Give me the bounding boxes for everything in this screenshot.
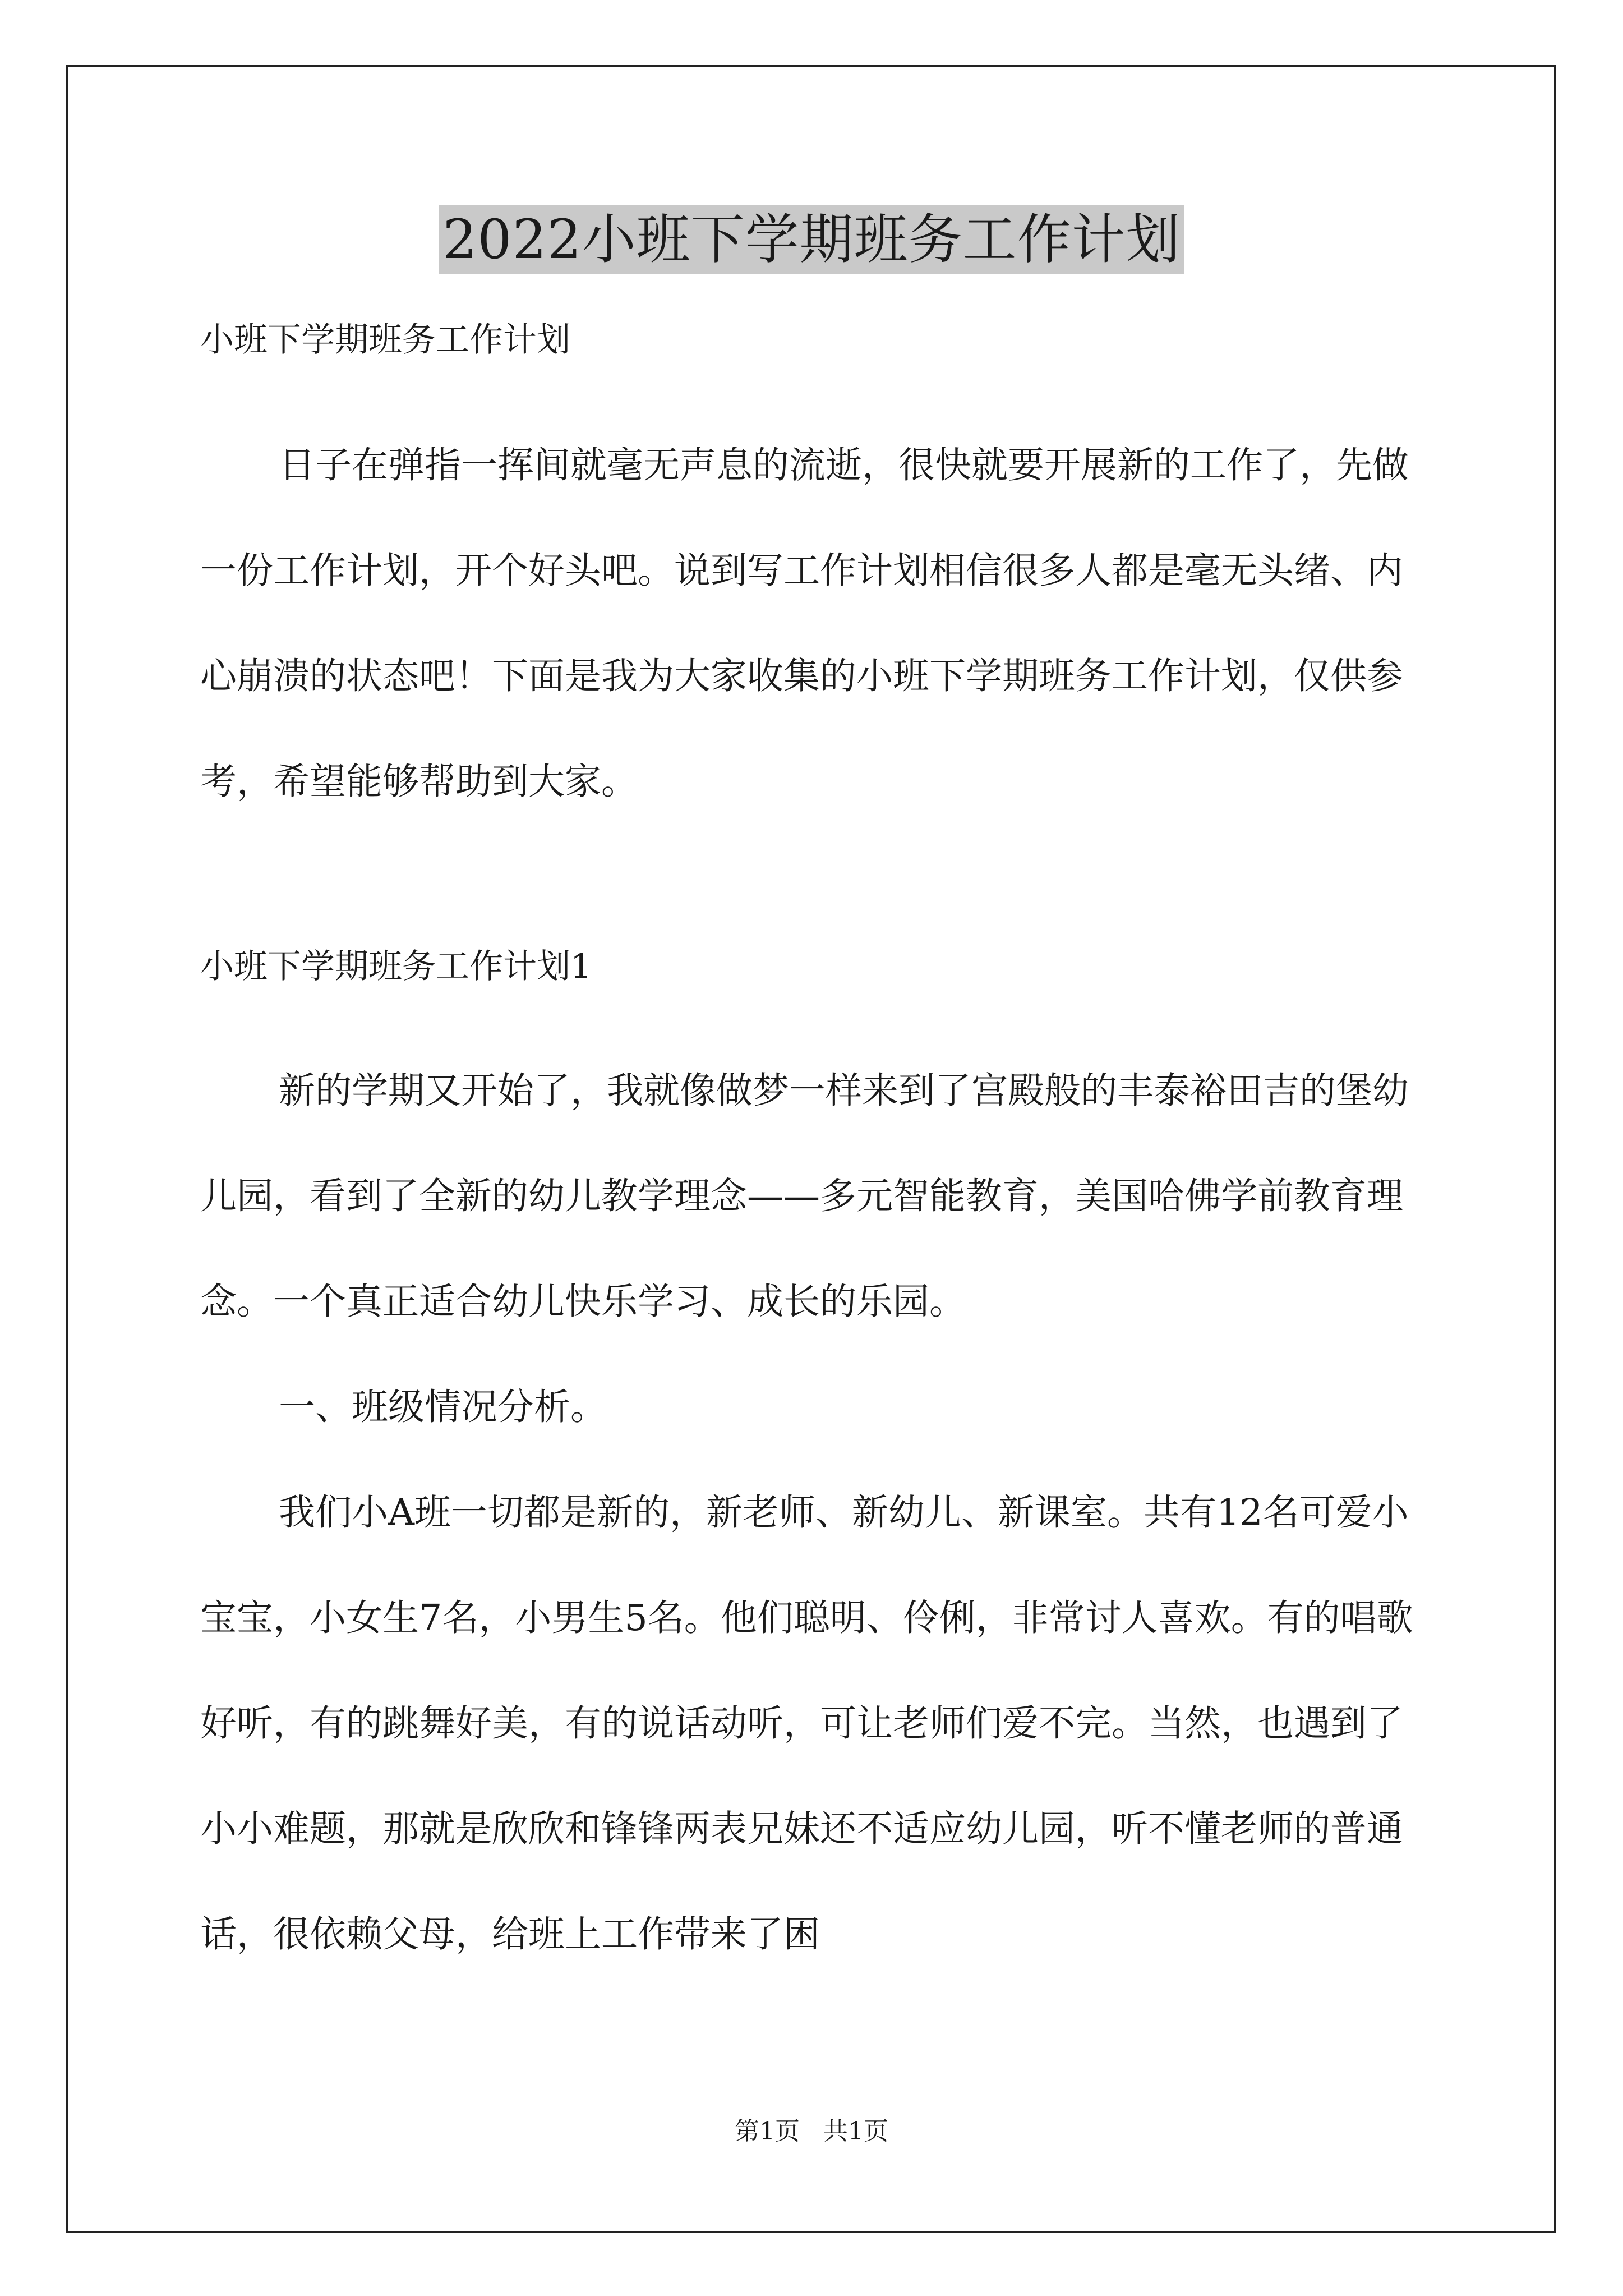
section-subheading: 一、班级情况分析。 (279, 1386, 607, 1428)
section-paragraph: 新的学期又开始了，我就像做梦一样来到了宫殿般的丰泰裕田吉的堡幼儿园，看到了全新的幼儿教学理念——多元智能教育，美国哈佛学前教育理念。一个真正适合幼儿快乐学习、成长的乐园。 (200, 1070, 1409, 1323)
document-subtitle: 小班下学期班务工作计划 (200, 320, 570, 360)
section-paragraph: 我们小A班一切都是新的，新老师、新幼儿、新课室。共有12名可爱小宝宝，小女生7名，小男生5名。他们聪明、伶俐，非常讨人喜欢。有的唱歌好听，有的跳舞好美，有的说话动听，可让老师们爱不完。当然，也遇到了小小难题，那就是欣欣和锋锋两表兄妹还不适应幼儿园，听不懂老师的普通话，很依赖父母，给班上工作带来了困 (200, 1492, 1413, 1955)
page-footer: 第1页 共1页 (735, 2117, 888, 2146)
document-title (0, 205, 1623, 274)
document-body (200, 312, 1434, 1987)
section-heading: 小班下学期班务工作计划1 (200, 947, 592, 986)
intro-paragraph: 日子在弹指一挥间就毫无声息的流逝，很快就要开展新的工作了，先做一份工作计划，开个好头吧。说到写工作计划相信很多人都是毫无头绪、内心崩溃的状态吧！下面是我为大家收集的小班下学期班务工作计划，仅供参考，希望能够帮助到大家。 (200, 444, 1409, 803)
document-title-text: 2022小班下学期班务工作计划 (439, 205, 1183, 274)
